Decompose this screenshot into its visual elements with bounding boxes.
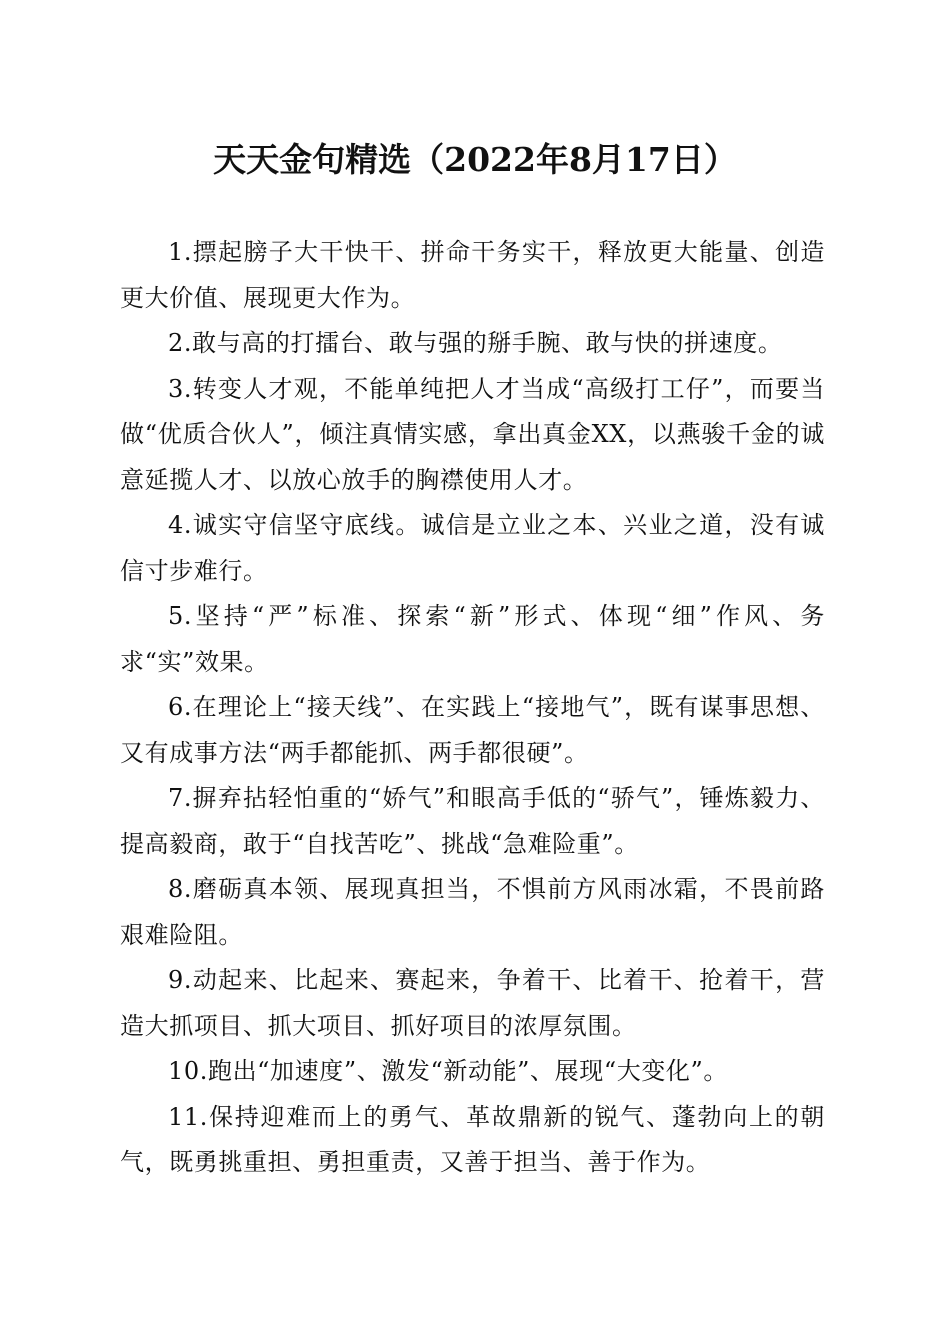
paragraph-4: 4.诚实守信坚守底线。诚信是立业之本、兴业之道，没有诚信寸步难行。 [120, 511, 825, 585]
paragraph-10: 10.跑出“加速度”、激发“新动能”、展现“大变化”。 [168, 1057, 728, 1085]
paragraph-11: 11.保持迎难而上的勇气、革故鼎新的锐气、蓬勃向上的朝气，既勇挑重担、勇担重责，又善于担当、善于作为。 [120, 1102, 825, 1176]
paragraph-1: 1.摽起膀子大干快干、拼命干务实干，释放更大能量、创造更大价值、展现更大作为。 [120, 238, 825, 312]
document-body [120, 230, 825, 1186]
paragraph-8: 8.磨砺真本领、展现真担当，不惧前方风雨冰霜，不畏前路艰难险阻。 [120, 875, 825, 949]
paragraph-3: 3.转变人才观，不能单纯把人才当成“高级打工仔”，而要当做“优质合伙人”，倾注真情实感，拿出真金XX，以燕骏千金的诚意延揽人才、以放心放手的胸襟使用人才。 [120, 374, 825, 494]
paragraph-9: 9.动起来、比起来、赛起来，争着干、比着干、抢着干，营造大抓项目、抓大项目、抓好项目的浓厚氛围。 [120, 966, 825, 1040]
paragraph-2: 2.敢与高的打擂台、敢与强的掰手腕、敢与快的拼速度。 [168, 329, 783, 357]
paragraph-5: 5.坚持“严”标准、探索“新”形式、体现“细”作风、务求“实”效果。 [120, 602, 825, 676]
paragraph-7: 7.摒弃拈轻怕重的“娇气”和眼高手低的“骄气”，锤炼毅力、提高毅商，敢于“自找苦吃”、挑战“急难险重”。 [120, 784, 825, 858]
document-title: 天天金句精选（2022年8月17日） [213, 140, 737, 179]
paragraph-6: 6.在理论上“接天线”、在实践上“接地气”，既有谋事思想、又有成事方法“两手都能抓、两手都很硬”。 [120, 693, 825, 767]
